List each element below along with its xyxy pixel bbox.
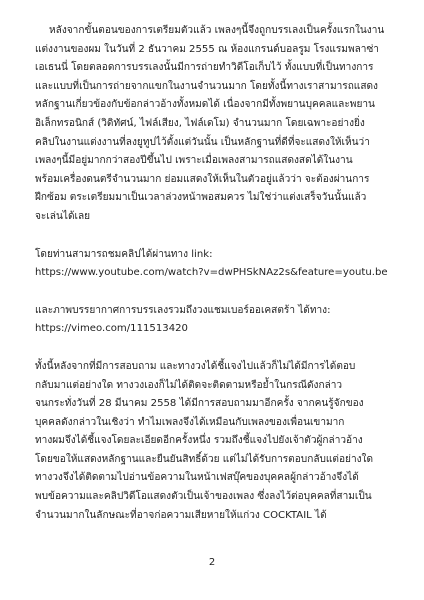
text-line: ทั้งนี้หลังจากที่มีการสอบถาม และทางวงได้ชี้แจงไปแล้วก็ไม่ได้มีการได้ตอบ <box>35 360 356 372</box>
text-line: เพลงๆนี้มีอยู่มากกว่าสองปีขึ้นไป เพราะเมื่อเพลงสามารถแสดงสดได้ในงาน <box>35 155 353 167</box>
text-line: จะเล่นได้เลย <box>35 210 91 222</box>
youtube-link[interactable]: https://www.youtube.com/watch?v=dwPHSkNAz2s&feature=youtu.be <box>35 267 388 279</box>
paragraph-followup <box>35 358 392 525</box>
text-line: จำนวนมากในลักษณะที่อาจก่อความเสียหายให้แก่วง COCKTAIL ได้ <box>35 509 327 521</box>
text-line: และแบบที่เป็นการถ่ายจากแขกในงานจำนวนมาก โดยทั้งนี้ทางเราสามารถแสดง <box>35 80 378 92</box>
vimeo-link[interactable]: https://vimeo.com/111513420 <box>35 323 188 335</box>
document-page <box>35 22 392 525</box>
text-line: ฝึกซ้อม ตระเตรียมมาเป็นเวลาล่วงหน้าพอสมควร ไม่ใช่ว่าแต่งเสร็จวันนั้นแล้ว <box>35 192 367 204</box>
text-line: จนกระทั่งวันที่ 28 มีนาคม 2558 ได้มีการสอบถามมาอีกครั้ง จากคนรู้จักของ <box>35 398 364 410</box>
text-line: พบข้อความและคลิปวิดีโอแสดงตัวเป็นเจ้าของเพลง ซึ่งลงไว้ต่อบุคคลที่สามเป็น <box>35 491 372 503</box>
vimeo-link-block <box>35 302 392 339</box>
page-number: 2 <box>208 557 216 568</box>
text-line: หลักฐานเกี่ยวข้องกับข้อกล่าวอ้างทั้งหมดได้ เนื่องจากมีทั้งพยานบุคคลและพยาน <box>35 99 375 111</box>
text-line: เอเธนนี่ โดยตลอดการบรรเลงนั้นมีการถ่ายทำวิดีโอเก็บไว้ ทั้งแบบที่เป็นทางการ <box>35 62 374 74</box>
text-line: คลิปในงานแต่งงานที่ลงยูทูปไว้ตั้งแต่วันนั้น เป็นหลักฐานที่ดีที่จะแสดงให้เห็นว่า <box>35 136 370 148</box>
text-line: อิเล็กทรอนิกส์ (วิดิทัศน์, ไฟล์เสียง, ไฟล์เดโม) จำนวนมาก โดยเฉพาะอย่างยิ่ง <box>35 117 365 129</box>
text-line: พร้อมเครื่องดนตรีจำนวนมาก ย่อมแสดงให้เห็นในตัวอยู่แล้วว่า จะต้องผ่านการ <box>35 173 370 185</box>
text-line: หลังจากขั้นตอนของการเตรียมตัวแล้ว เพลงๆนี้จึงถูกบรรเลงเป็นครั้งแรกในงาน <box>49 25 385 36</box>
youtube-intro-text: โดยท่านสามารถชมคลิปได้ผ่านทาง link: <box>35 248 213 260</box>
text-line: กลับมาแต่อย่างใด ทางวงเองก็ไม่ได้ติดจะติดตามหรือย้ำในกรณีดังกล่าว <box>35 379 343 391</box>
text-line: ทางผมจึงได้ชี้แจงโดยละเอียดอีกครั้งหนึ่ง รวมถึงชี้แจงไปยังเจ้าตัวผู้กล่าวอ้าง <box>35 435 363 447</box>
paragraph-wedding-story <box>35 22 392 227</box>
youtube-link-block <box>35 246 392 283</box>
text-line: ทางวงจึงได้ติดตามไปอ่านข้อความในหน้าเฟสบุ๊คของบุคคลผู้กล่าวอ้างจึงได้ <box>35 472 359 484</box>
text-line: โดยขอให้แสดงหลักฐานและยืนยันสิทธิ์ด้วย แต่ไม่ได้รับการตอบกลับแต่อย่างใด <box>35 453 374 465</box>
vimeo-intro-text: และภาพบรรยากาศการบรรเลงรวมถึงวงแชมเบอร์ออเคสตร้า ได้ทาง: <box>35 304 331 316</box>
text-line: แต่งงานของผม ในวันที่ 2 ธันวาคม 2555 ณ ห้องแกรนด์บอลรูม โรงแรมพลาซ่า <box>35 43 379 55</box>
text-line: บุคคลดังกล่าวในเชิงว่า ทำไมเพลงจึงได้เหมือนกับเพลงของเพื่อนเขามาก <box>35 416 345 428</box>
